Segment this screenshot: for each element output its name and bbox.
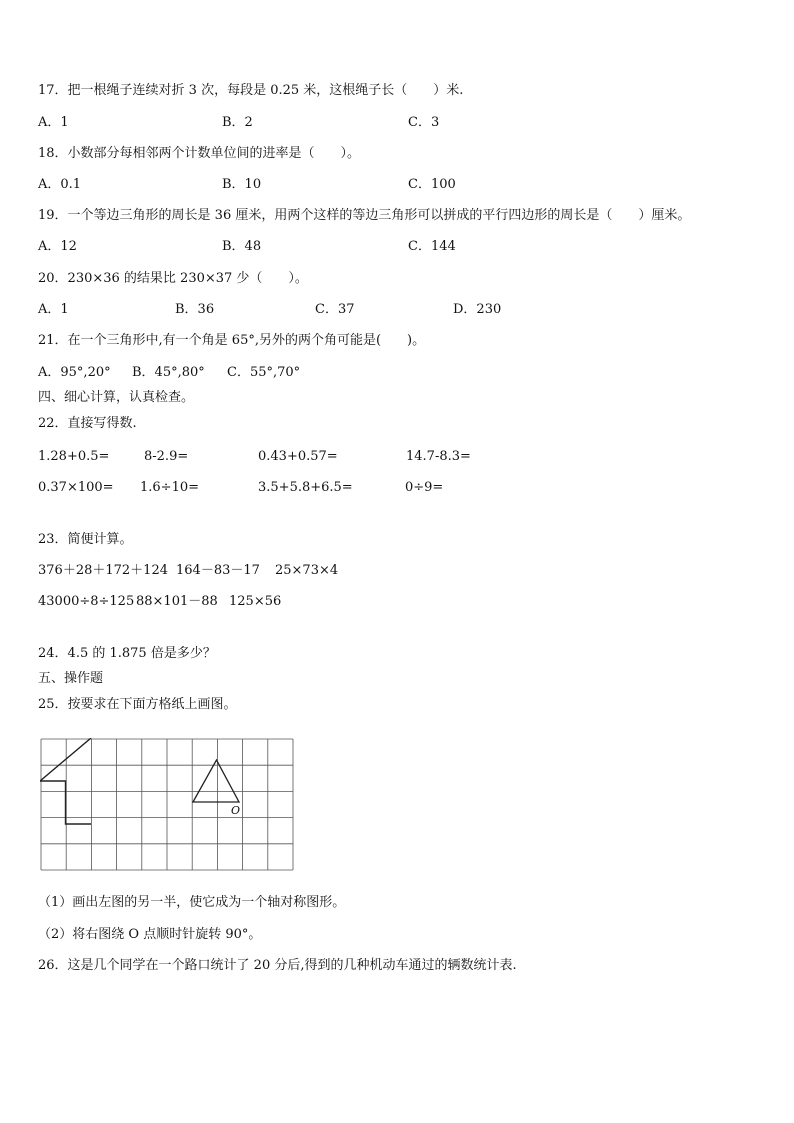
grid-figure bbox=[40, 738, 295, 872]
q21-option-c[interactable]: C．55°,70° bbox=[227, 365, 301, 380]
question-26-stem: 26．这是几个同学在一个路口统计了 20 分后,得到的几种机动车通过的辆数统计表. bbox=[38, 958, 517, 973]
q22-item: 3.5+5.8+6.5= bbox=[258, 480, 353, 495]
question-17-stem: 17．把一根绳子连续对折 3 次，每段是 0.25 米，这根绳子长（ ）米. bbox=[38, 83, 464, 98]
q23-item: 164－83－17 bbox=[176, 563, 260, 578]
question-19-stem: 19．一个等边三角形的周长是 36 厘米，用两个这样的等边三角形可以拼成的平行四边形的周长是（ ）厘米。 bbox=[38, 208, 691, 223]
question-18-stem: 18．小数部分每相邻两个计数单位间的进率是（ ）。 bbox=[38, 146, 361, 161]
q20-option-d[interactable]: D．230 bbox=[453, 302, 502, 317]
q22-item: 0.43+0.57= bbox=[258, 449, 338, 464]
q25-task-1: （1）画出左图的另一半，使它成为一个轴对称图形。 bbox=[38, 895, 346, 910]
q25-task-2: （2）将右图绕 O 点顺时针旋转 90°。 bbox=[38, 927, 262, 942]
left-figure-diagonal bbox=[40, 738, 91, 781]
q21-option-a[interactable]: A．95°,20° bbox=[38, 365, 111, 380]
question-23-stem: 23．简便计算。 bbox=[38, 532, 133, 547]
q17-option-a[interactable]: A．1 bbox=[38, 115, 69, 130]
q20-option-b[interactable]: B．36 bbox=[175, 302, 215, 317]
question-21-stem: 21．在一个三角形中,有一个角是 65°,另外的两个角可能是( )。 bbox=[38, 333, 426, 348]
q18-option-a[interactable]: A．0.1 bbox=[38, 177, 82, 192]
q22-item: 1.28+0.5= bbox=[38, 449, 110, 464]
q18-option-b[interactable]: B．10 bbox=[222, 177, 262, 192]
q22-item: 14.7-8.3= bbox=[406, 449, 471, 464]
question-24-stem: 24．4.5 的 1.875 倍是多少？ bbox=[38, 646, 216, 661]
q19-option-b[interactable]: B．48 bbox=[222, 239, 262, 254]
q23-item: 376＋28＋172＋124 bbox=[38, 563, 168, 578]
right-triangle bbox=[193, 760, 239, 802]
q22-item: 8-2.9= bbox=[144, 449, 189, 464]
question-25-stem: 25．按要求在下面方格纸上画图。 bbox=[38, 697, 237, 712]
q19-option-c[interactable]: C．144 bbox=[408, 239, 456, 254]
q22-item: 1.6÷10= bbox=[140, 480, 200, 495]
q17-option-b[interactable]: B．2 bbox=[222, 115, 253, 130]
question-20-stem: 20．230×36 的结果比 230×37 少（ ）。 bbox=[38, 271, 308, 286]
q23-item: 43000÷8÷125 bbox=[38, 594, 135, 609]
q22-item: 0÷9= bbox=[405, 480, 444, 495]
section-4-heading: 四、细心计算，认真检查。 bbox=[38, 390, 195, 405]
q20-option-c[interactable]: C．37 bbox=[315, 302, 355, 317]
q23-item: 25×73×4 bbox=[275, 563, 339, 578]
grid-paper[interactable] bbox=[40, 738, 295, 876]
section-5-heading: 五、操作题 bbox=[38, 671, 104, 686]
q23-item: 125×56 bbox=[229, 594, 282, 609]
q18-option-c[interactable]: C．100 bbox=[408, 177, 456, 192]
point-o-label: O bbox=[231, 804, 241, 817]
q20-option-a[interactable]: A．1 bbox=[38, 302, 69, 317]
q17-option-c[interactable]: C．3 bbox=[408, 115, 440, 130]
grid-lines bbox=[41, 739, 293, 870]
q21-option-b[interactable]: B．45°,80° bbox=[132, 365, 205, 380]
question-22-stem: 22．直接写得数. bbox=[38, 416, 137, 431]
q19-option-a[interactable]: A．12 bbox=[38, 239, 77, 254]
q23-item: 88×101－88 bbox=[136, 594, 218, 609]
q22-item: 0.37×100= bbox=[38, 480, 114, 495]
